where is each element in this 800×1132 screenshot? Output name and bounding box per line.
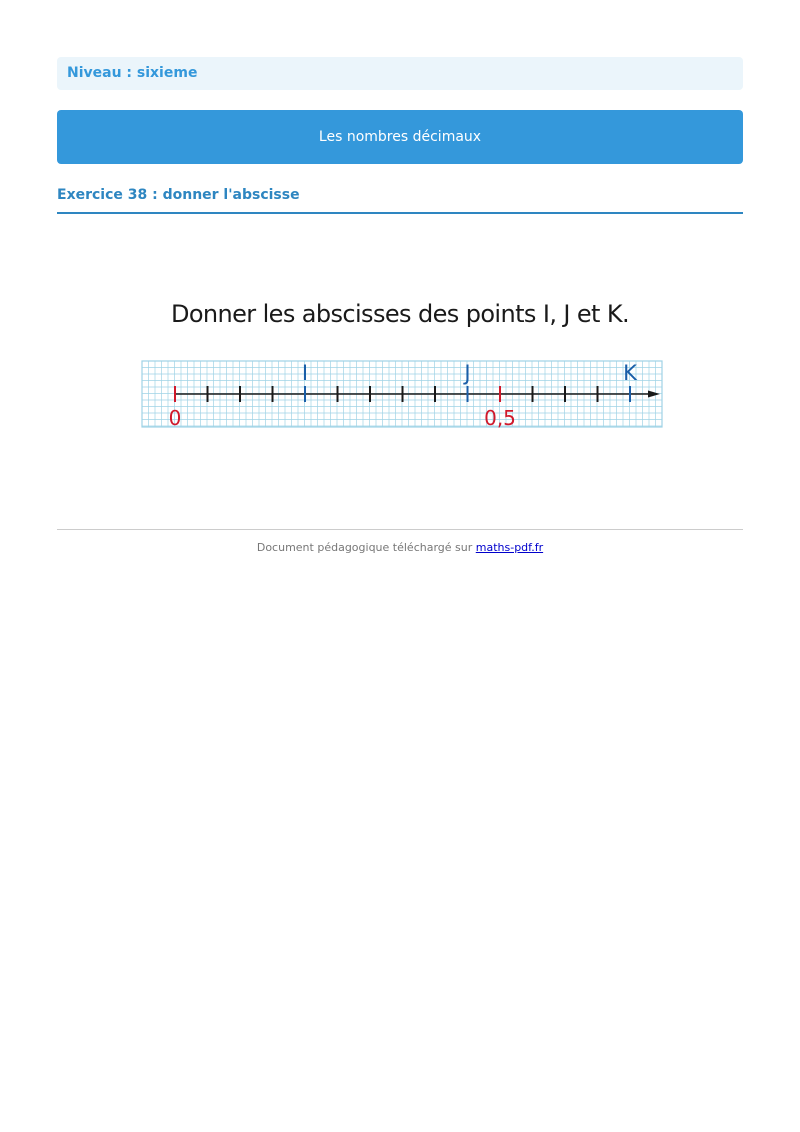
footer-link[interactable]: maths-pdf.fr <box>475 541 544 554</box>
exercise-instruction: Donner les abscisses des points I, J et K. <box>170 300 630 328</box>
footer <box>57 541 743 554</box>
chapter-title-banner <box>57 110 743 164</box>
level-text: Niveau : sixieme <box>67 65 198 81</box>
point-label-k: K <box>623 361 637 385</box>
origin-label: 0 <box>168 406 182 430</box>
chapter-title: Les nombres décimaux <box>318 129 482 145</box>
level-banner <box>57 57 743 90</box>
point-label-i: I <box>301 361 309 385</box>
footer-text: Document pédagogique téléchargé sur <box>256 541 476 554</box>
footer-divider <box>57 529 743 530</box>
exercise-heading <box>57 184 743 214</box>
exercise-figure <box>140 296 664 432</box>
point-label-j: J <box>464 361 471 385</box>
number-line <box>140 296 664 432</box>
exercise-title: Exercice 38 : donner l'abscisse <box>57 187 300 203</box>
half-label: 0,5 <box>484 406 516 430</box>
